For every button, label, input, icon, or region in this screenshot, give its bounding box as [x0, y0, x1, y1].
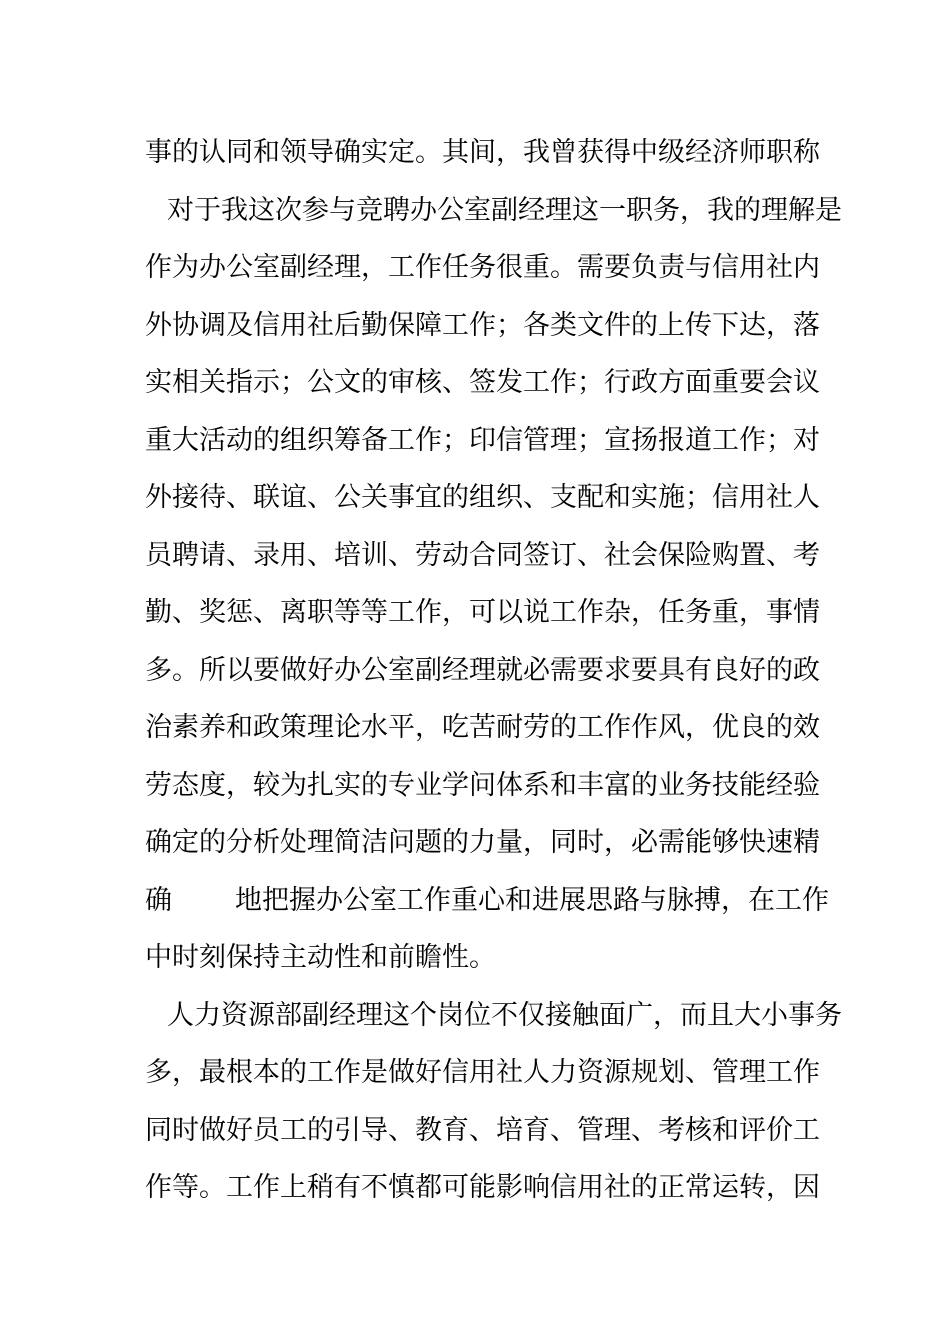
line-text: 治素养和政策理论水平，吃苦耐劳的工作作风，优良的效	[145, 712, 820, 743]
text-line	[145, 301, 820, 359]
body-text	[145, 128, 842, 1221]
line-text: 中时刻保持主动性和前瞻性。	[145, 942, 496, 973]
text-line	[145, 703, 820, 761]
text-line	[145, 358, 820, 416]
paragraph-end-line	[145, 933, 805, 991]
line-text: 重大活动的组织筹备工作；印信管理；宣扬报道工作；对	[145, 424, 820, 456]
line-text: 同时做好员工的引导、教育、培育、管理、考核和评价工	[145, 1114, 820, 1146]
line-text: 多。所以要做好办公室副经理就必需要求要具有良好的政	[145, 654, 820, 686]
paragraph-start-line	[145, 991, 842, 1049]
line-text: 外接待、联谊、公关事宜的组织、支配和实施；信用社人	[145, 482, 820, 513]
line-text: 确定的分析处理简洁问题的力量，同时，必需能够快速精	[145, 827, 820, 858]
line-text: 人力资源部副经理这个岗位不仅接触面广，而且大小事务	[167, 999, 842, 1031]
line-text: 对于我这次参与竞聘办公室副经理这一职务，我的理解是	[167, 194, 842, 226]
line-text: 员聘请、录用、培训、劳动合同签订、社会保险购置、考	[145, 539, 820, 571]
line-text: 劳态度，较为扎实的专业学问体系和丰富的业务技能经验	[145, 769, 820, 801]
text-line	[145, 1106, 820, 1164]
text-line-split	[145, 876, 829, 934]
text-line	[145, 243, 820, 301]
paragraph-start-line	[145, 186, 842, 244]
text-line	[145, 128, 820, 186]
text-line	[145, 473, 820, 531]
line-text-right: 地把握办公室工作重心和进展思路与脉搏，在工作	[235, 884, 829, 916]
line-text-left: 确	[145, 884, 172, 916]
text-line	[145, 531, 820, 589]
line-text: 作为办公室副经理，工作任务很重。需要负责与信用社内	[145, 252, 820, 283]
line-text: 事的认同和领导确实定。其间，我曾获得中级经济师职称	[145, 137, 820, 168]
line-text: 作等。工作上稍有不慎都可能影响信用社的正常运转，因	[145, 1172, 820, 1203]
line-text: 多，最根本的工作是做好信用社人力资源规划、管理工作	[145, 1057, 820, 1088]
text-line	[145, 1048, 820, 1106]
text-line	[145, 818, 820, 876]
text-line	[145, 416, 820, 474]
line-text: 勤、奖惩、离职等等工作，可以说工作杂，任务重，事情	[145, 597, 820, 628]
line-text: 实相关指示；公文的审核、签发工作；行政方面重要会议	[145, 367, 820, 398]
line-text: 外协调及信用社后勤保障工作；各类文件的上传下达，落	[145, 309, 820, 341]
text-line	[145, 1163, 820, 1221]
text-line	[145, 646, 820, 704]
text-line	[145, 761, 820, 819]
text-line	[145, 588, 820, 646]
